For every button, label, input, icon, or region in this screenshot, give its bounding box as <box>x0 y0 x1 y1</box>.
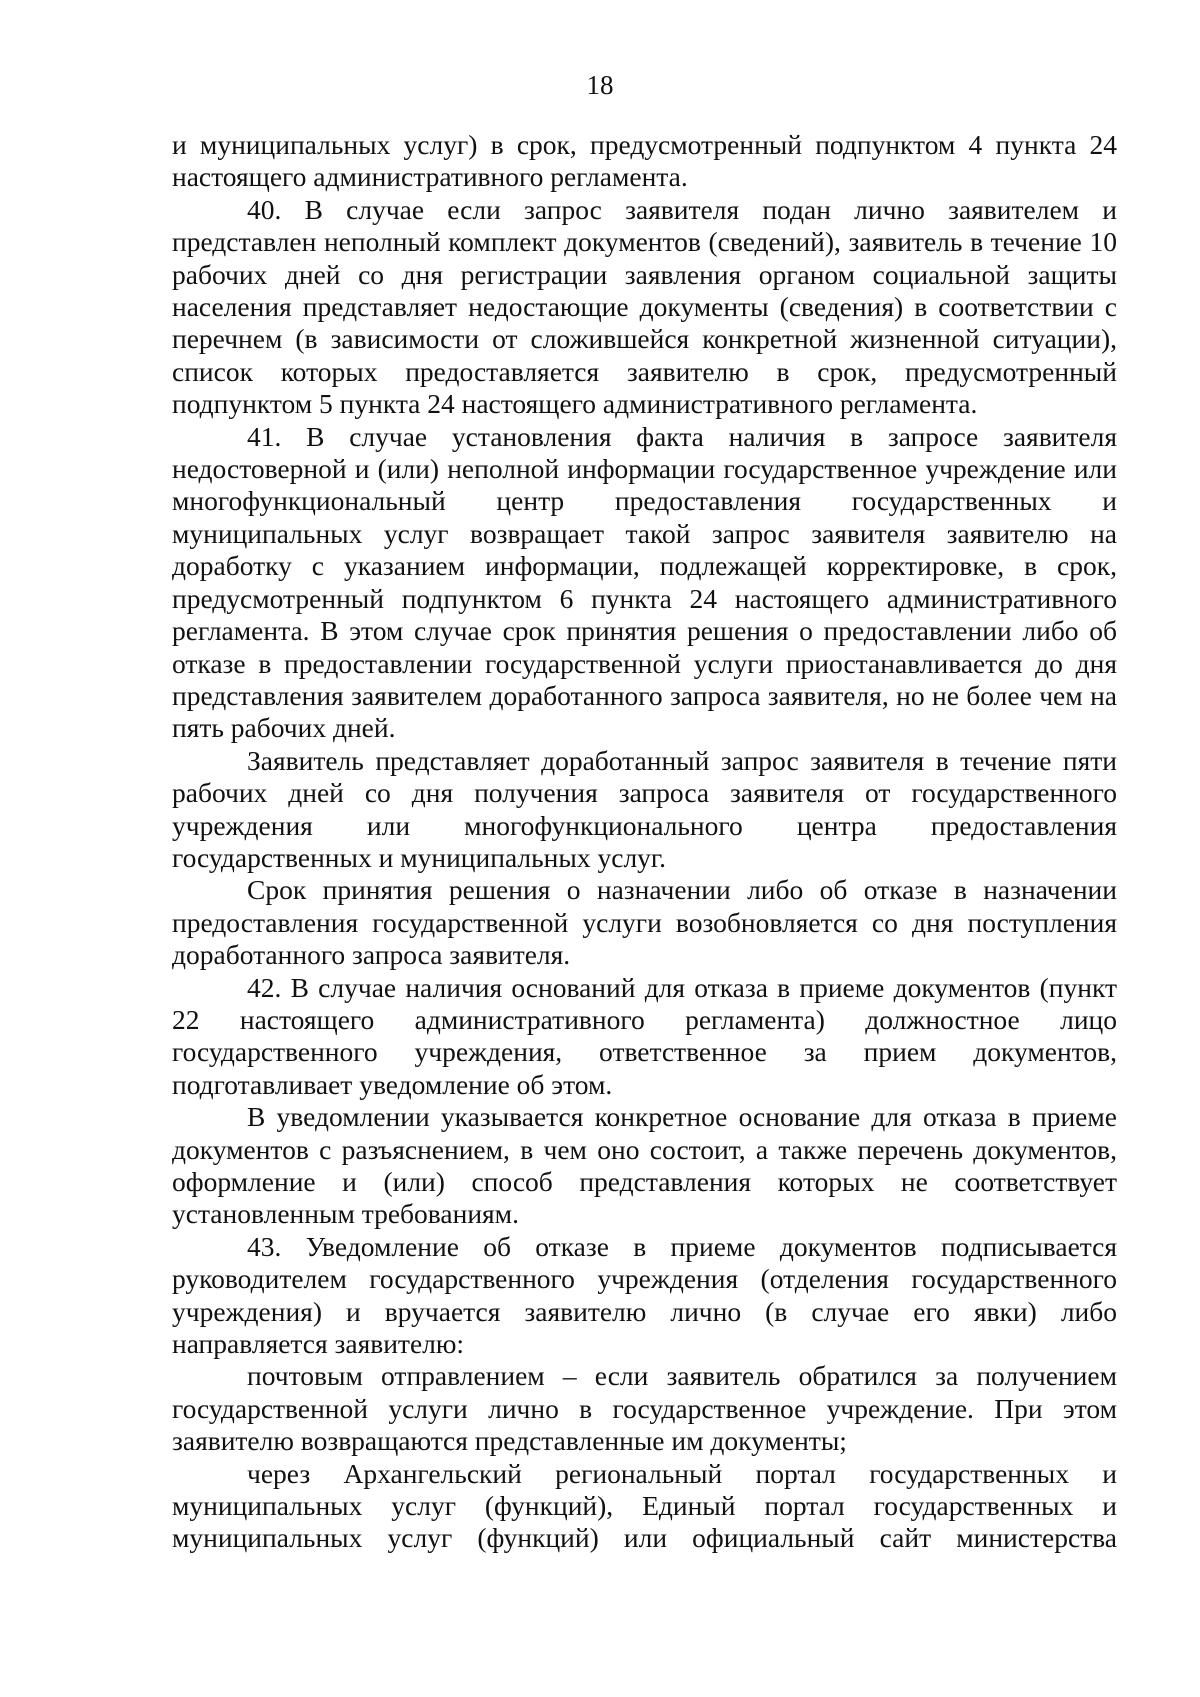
paragraph-continuation: и муниципальных услуг) в срок, предусмотренный подпунктом 4 пункта 24 настоящего административного регламента. <box>172 129 1117 193</box>
page-number: 18 <box>586 70 614 100</box>
paragraph-resubmission-term: Заявитель представляет доработанный запрос заявителя в течение пяти рабочих дней со дня получения запроса заявителя от государственного учреждения или многофункционального центра предоставления государственных и муниципальных услуг. <box>172 744 1117 873</box>
paragraph-decision-term: Срок принятия решения о назначении либо об отказе в назначении предоставления государственной услуги возобновляется со дня поступления доработанного запроса заявителя. <box>172 874 1117 971</box>
paragraph-item-40: 40. В случае если запрос заявителя подан лично заявителем и представлен неполный комплект документов (сведений), заявитель в течение 10 рабочих дней со дня регистрации заявления органом социальной защиты населения представляет недостающие документы (сведения) в соответствии с перечнем (в зависимости от сложившейся конкретной жизненной ситуации), список которых предоставляется заявителю в срок, предусмотренный подпунктом 5 пункта 24 настоящего административного регламента. <box>172 193 1117 420</box>
document-body <box>172 129 1117 1555</box>
paragraph-item-42: 42. В случае наличия оснований для отказа в приеме документов (пункт 22 настоящего административного регламента) должностное лицо государственного учреждения, ответственное за прием документов, подготавливает уведомление об этом. <box>172 971 1117 1100</box>
paragraph-item-41: 41. В случае установления факта наличия в запросе заявителя недостоверной и (или) неполной информации государственное учреждение или многофункциональный центр предоставления государственных и муниципальных услуг возвращает такой запрос заявителя заявителю на доработку с указанием информации, подлежащей корректировке, в срок, предусмотренный подпунктом 6 пункта 24 настоящего административного регламента. В этом случае срок принятия решения о предоставлении либо об отказе в предоставлении государственной услуги приостанавливается до дня представления заявителем доработанного запроса заявителя, но не более чем на пять рабочих дней. <box>172 420 1117 744</box>
paragraph-postal-delivery: почтовым отправлением – если заявитель обратился за получением государственной услуги лично в государственное учреждение. При этом заявителю возвращаются представленные им документы; <box>172 1360 1117 1457</box>
paragraph-portal-delivery: через Архангельский региональный портал государственных и муниципальных услуг (функций), Единый портал государственных и муниципальных услуг (функций) или официальный сайт министерства <box>172 1457 1117 1554</box>
paragraph-notification-content: В уведомлении указывается конкретное основание для отказа в приеме документов с разъяснением, в чем оно состоит, а также перечень документов, оформление и (или) способ представления которых не соответствует установленным требованиям. <box>172 1101 1117 1230</box>
paragraph-item-43: 43. Уведомление об отказе в приеме документов подписывается руководителем государственного учреждения (отделения государственного учреждения) и вручается заявителю лично (в случае его явки) либо направляется заявителю: <box>172 1230 1117 1360</box>
